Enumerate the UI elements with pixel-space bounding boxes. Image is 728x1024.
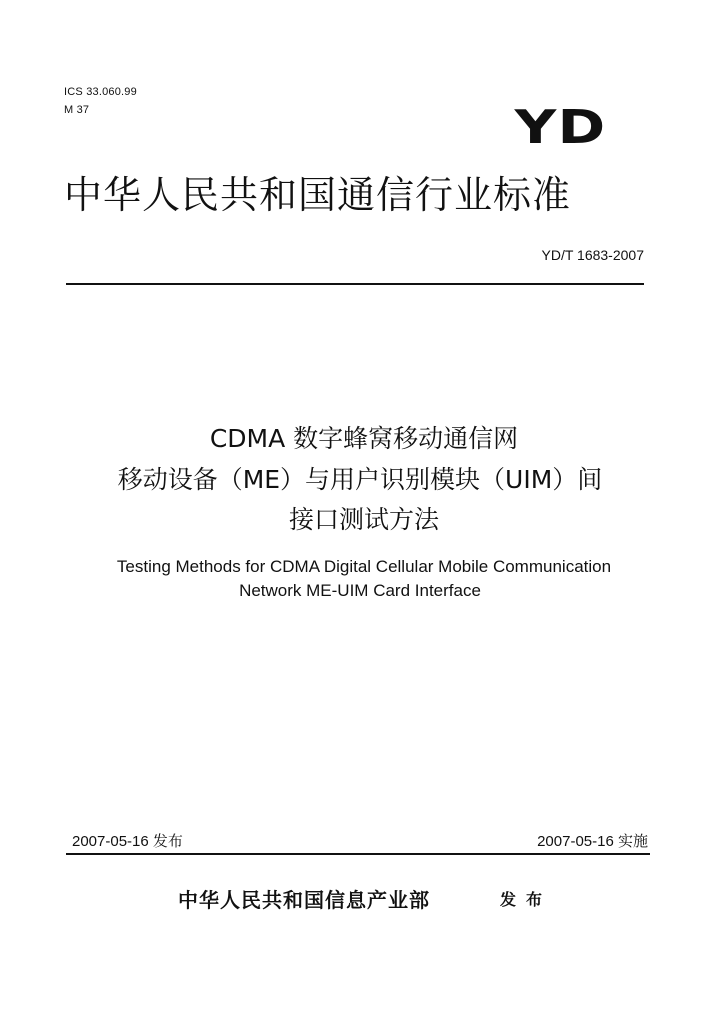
issue-date: 2007-05-16 发布 [72, 833, 183, 850]
publisher-name: 中华人民共和国信息产业部 [178, 888, 430, 912]
top-divider [66, 283, 644, 285]
yd-logo: YD [514, 100, 606, 154]
title-cn-line-1: CDMA 数字蜂窝移动通信网 [209, 424, 519, 453]
standard-number: YD/T 1683-2007 [541, 247, 644, 263]
title-cn-line-3: 接口测试方法 [288, 505, 439, 534]
title-en-line-2: Network ME-UIM Card Interface [239, 581, 481, 600]
title-cn-line-2: 移动设备（ME）与用户识别模块（UIM）间 [117, 465, 603, 494]
ics-code: ICS 33.060.99 [64, 86, 137, 98]
publish-label: 发布 [500, 890, 553, 909]
bottom-divider [66, 853, 650, 855]
category-code: M 37 [64, 104, 90, 116]
implementation-date: 2007-05-16 实施 [537, 833, 648, 850]
title-en-line-1: Testing Methods for CDMA Digital Cellular Mobile Communication [116, 557, 612, 576]
standard-organization-title: 中华人民共和国通信行业标准 [64, 173, 572, 217]
